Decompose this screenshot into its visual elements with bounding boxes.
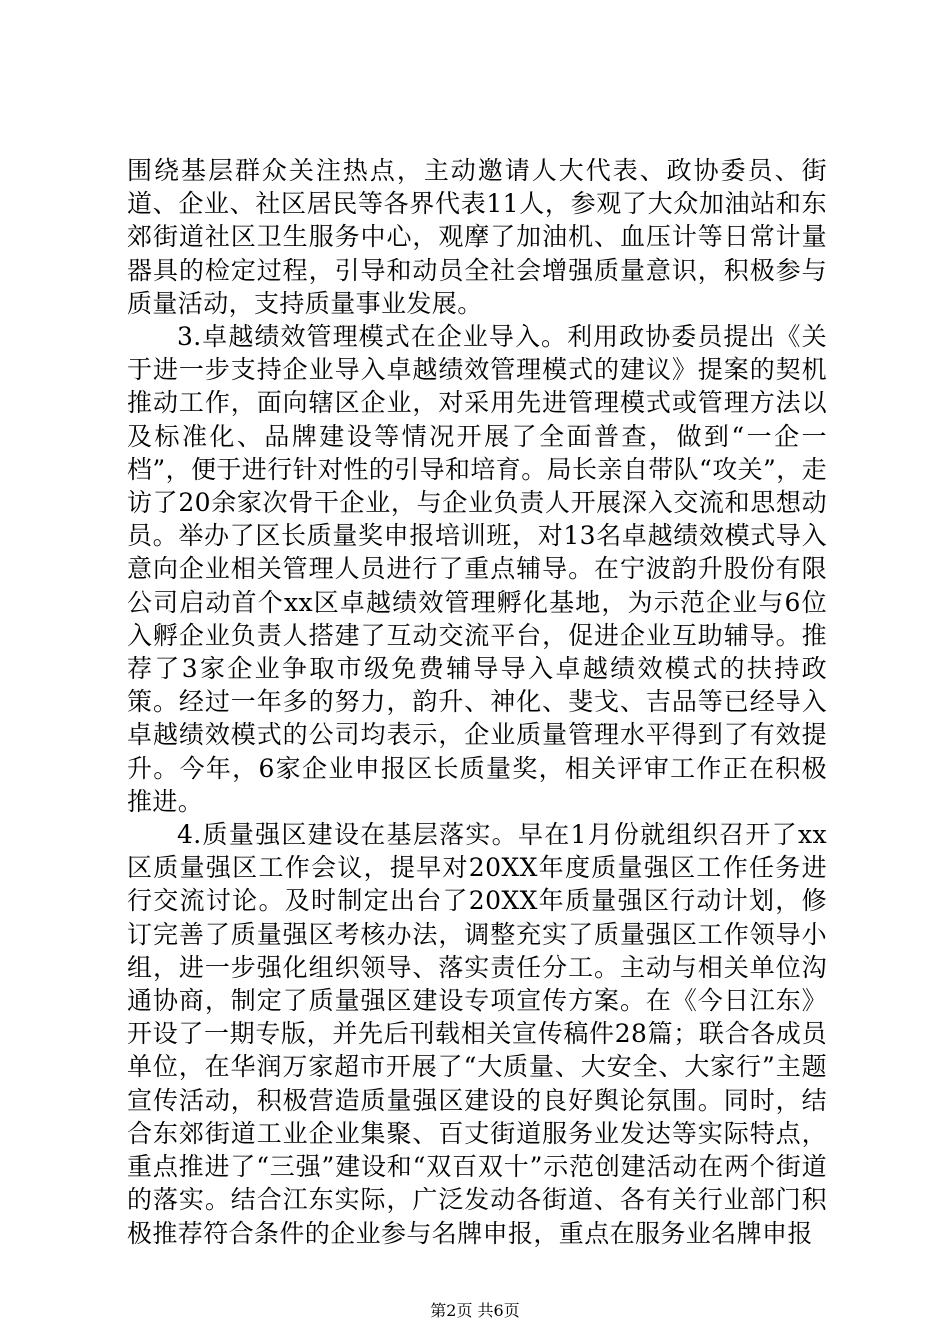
document-body [127,154,827,1250]
paragraph-2: 3.卓越绩效管理模式在企业导入。利用政协委员提出《关于进一步支持企业导入卓越绩效管理模式的建议》提案的契机推动工作，面向辖区企业，对采用先进管理模式或管理方法以及标准化、品牌建设等情况开展了全面普查，做到“一企一档”，便于进行针对性的引导和培育。局长亲自带队“攻关”，走访了20余家次骨干企业，与企业负责人开展深入交流和思想动员。举办了区长质量奖申报培训班，对13名卓越绩效模式导入意向企业相关管理人员进行了重点辅导。在宁波韵升股份有限公司启动首个xx区卓越绩效管理孵化基地，为示范企业与6位入孵企业负责人搭建了互动交流平台，促进企业互助辅导。推荐了3家企业争取市级免费辅导导入卓越绩效模式的扶持政策。经过一年多的努力，韵升、神化、斐戈、吉品等已经导入卓越绩效模式的公司均表示，企业质量管理水平得到了有效提升。今年，6家企业申报区长质量奖，相关评审工作正在积极推进。 [127,322,827,816]
page-footer: 第2页 共6页 [430,1301,520,1320]
paragraph-1: 围绕基层群众关注热点，主动邀请人大代表、政协委员、街道、企业、社区居民等各界代表11人，参观了大众加油站和东郊街道社区卫生服务中心，观摩了加油机、血压计等日常计量器具的检定过程，引导和动员全社会增强质量意识，积极参与质量活动，支持质量事业发展。 [127,156,827,318]
paragraph-3: 4.质量强区建设在基层落实。早在1月份就组织召开了xx区质量强区工作会议，提早对20XX年度质量强区工作任务进行交流讨论。及时制定出台了20XX年质量强区行动计划，修订完善了质量强区考核办法，调整充实了质量强区工作领导小组，进一步强化组织领导、落实责任分工。主动与相关单位沟通协商，制定了质量强区建设专项宣传方案。在《今日江东》开设了一期专版，并先后刊载相关宣传稿件28篇；联合各成员单位，在华润万家超市开展了“大质量、大安全、大家行”主题宣传活动，积极营造质量强区建设的良好舆论氛围。同时，结合东郊街道工业企业集聚、百丈街道服务业发达等实际特点，重点推进了“三强”建设和“双百双十”示范创建活动在两个街道的落实。结合江东实际，广泛发动各街道、各有关行业部门积极推荐符合条件的企业参与名牌申报，重点在服务业名牌申报 [127,820,827,1248]
